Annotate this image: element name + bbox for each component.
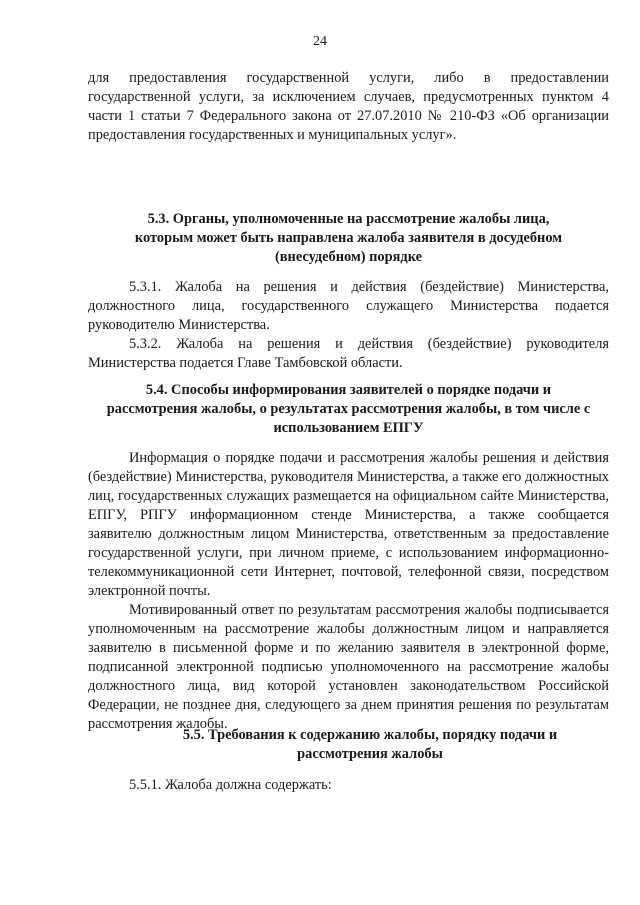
section-5-3-heading xyxy=(88,210,609,267)
heading-line: (внесудебном) порядке xyxy=(274,249,423,265)
heading-line: 5.5. Требования к содержанию жалобы, порядку подачи и xyxy=(182,727,558,743)
section-5-3-body xyxy=(88,278,609,373)
heading-line: рассмотрения жалобы xyxy=(297,746,443,762)
section-5-5-body xyxy=(88,776,609,795)
paragraph-5-3-2: 5.3.2. Жалоба на решения и действия (бездействие) руководителя Министерства подается Главе Тамбовской области. xyxy=(88,336,609,371)
heading-line: которым может быть направлена жалоба заявителя в досудебном xyxy=(134,230,563,246)
section-5-4-heading xyxy=(88,381,609,438)
intro-paragraph: для предоставления государственной услуги, либо в предоставлении государственной услуги, за исключением случаев, предусмотренных пунктом 4 части 1 статьи 7 Федерального закона от 27.07.2010 № 210-ФЗ «Об организации предоставления государственных и муниципальных услуг». xyxy=(88,70,609,143)
heading-line: рассмотрения жалобы, о результатах рассмотрения жалобы, в том числе с xyxy=(106,401,591,417)
paragraph-5-5-1: 5.5.1. Жалоба должна содержать: xyxy=(129,777,332,793)
heading-line: 5.3. Органы, уполномоченные на рассмотрение жалобы лица, xyxy=(147,211,550,227)
paragraph-5-4-2: Мотивированный ответ по результатам рассмотрения жалобы подписывается уполномоченным на рассмотрение жалобы должностным лицом и направляется заявителю в письменной форме и по желанию заявителя в электронной форме, подписанной электронной подписью уполномоченного на рассмотрение жалобы должностного лица, вид которой установлен законодательством Российской Федерации, не позднее дня, следующего за днем принятия решения по результатам рассмотрения жалобы. xyxy=(88,602,609,732)
heading-line: использованием ЕПГУ xyxy=(273,420,424,436)
section-5-4-body xyxy=(88,449,609,734)
page-number: 24 xyxy=(313,34,327,49)
paragraph-5-3-1: 5.3.1. Жалоба на решения и действия (бездействие) Министерства, должностного лица, государственного служащего Министерства подается руководителю Министерства. xyxy=(88,279,609,333)
heading-line: 5.4. Способы информирования заявителей о порядке подачи и xyxy=(145,382,552,398)
paragraph-5-4-1: Информация о порядке подачи и рассмотрения жалобы решения и действия (бездействие) Министерства, руководителя Министерства, а также его должностных лиц, государственных служащих размещается на официальном сайте Министерства, ЕПГУ, РПГУ информационном стенде Министерства, а также сообщается заявителю должностным лицом Министерства, ответственным за предоставление государственной услуги, при личном приеме, с использованием информационно-телекоммуникационной сети Интернет, почтовой, телефонной связи, посредством электронной почты. xyxy=(88,450,609,599)
section-5-5-heading xyxy=(150,726,590,764)
intro-paragraph-block xyxy=(88,69,609,145)
